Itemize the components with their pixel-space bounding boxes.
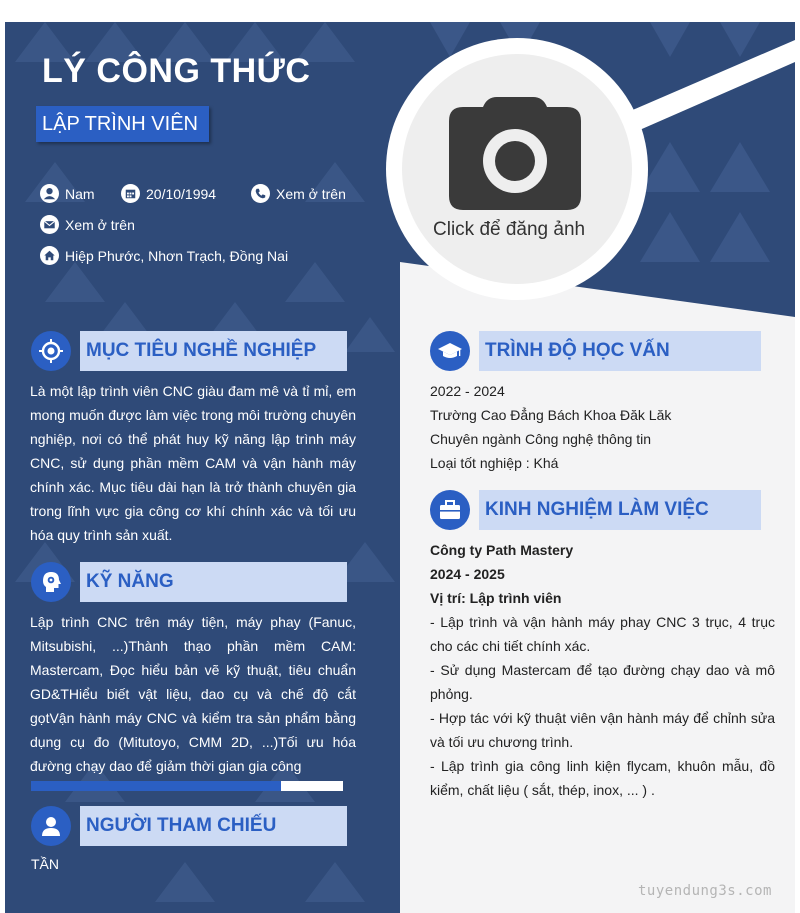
education-grade: Loại tốt nghiệp : Khá <box>430 455 559 471</box>
education-period: 2022 - 2024 <box>430 383 505 399</box>
graduation-cap-icon <box>430 331 470 371</box>
experience-item: - Sử dụng Mastercam để tạo đường chạy dao và mô phỏng. <box>430 662 775 702</box>
target-icon <box>31 331 71 371</box>
gender-value: Nam <box>65 185 95 202</box>
camera-icon <box>449 97 581 210</box>
reference-text: TẦN <box>31 856 59 872</box>
education-school: Trường Cao Đẳng Bách Khoa Đăk Lăk <box>430 407 672 423</box>
photo-upload-label[interactable]: Click để đăng ảnh <box>433 219 586 240</box>
objective-header <box>80 331 347 371</box>
experience-header <box>479 490 761 530</box>
experience-item: - Lập trình gia công linh kiện flycam, khuôn mẫu, đồ kiểm, chất liệu ( sắt, thép, inox, ... ) . <box>430 758 775 798</box>
briefcase-icon <box>430 490 470 530</box>
experience-details <box>430 538 775 802</box>
reference-title: NGƯỜI THAM CHIẾU <box>86 815 277 836</box>
info-birthday <box>121 184 216 203</box>
skill-level-fill <box>31 781 281 791</box>
experience-company: Công ty Path Mastery <box>430 542 574 558</box>
experience-period: 2024 - 2025 <box>430 566 505 582</box>
home-icon <box>40 246 59 265</box>
education-details <box>430 379 775 475</box>
education-header <box>479 331 761 371</box>
reference-header <box>80 806 347 846</box>
brain-gear-icon <box>31 562 71 602</box>
experience-position: Vị trí: Lập trình viên <box>430 590 562 606</box>
calendar-icon <box>121 184 140 203</box>
envelope-icon <box>40 215 59 234</box>
role-title: LẬP TRÌNH VIÊN <box>42 113 198 135</box>
candidate-name: LÝ CÔNG THỨC <box>42 52 311 90</box>
info-address <box>40 246 288 265</box>
objective-text: Là một lập trình viên CNC giàu đam mê và tỉ mỉ, em mong muốn được làm việc trong môi trường chuyên nghiệp, nơi có thể phát huy kỹ năng lập trình máy CNC, sử dụng phần mềm CAM và vận hành máy chính xác. Mục tiêu dài hạn là trở thành chuyên gia trong lĩnh vực gia công cơ khí chính xác và tối ưu hóa quy trình sản xuất. <box>30 383 356 543</box>
experience-item: - Lập trình và vận hành máy phay CNC 3 trục, 4 trục cho các chi tiết chính xác. <box>430 614 775 654</box>
email-value: Xem ở trên <box>65 216 135 233</box>
info-email <box>40 215 135 234</box>
user-icon <box>40 184 59 203</box>
address-value: Hiệp Phước, Nhơn Trạch, Đồng Nai <box>65 247 289 264</box>
experience-item: - Hợp tác với kỹ thuật viên vận hành máy để chỉnh sửa và tối ưu chương trình. <box>430 710 775 750</box>
person-icon <box>31 806 71 846</box>
info-phone <box>251 184 346 203</box>
role-badge <box>36 106 209 142</box>
education-title: TRÌNH ĐỘ HỌC VẤN <box>485 340 670 361</box>
education-major: Chuyên ngành Công nghệ thông tin <box>430 431 652 447</box>
watermark: tuyendung3s.com <box>638 883 772 899</box>
objective-title: MỤC TIÊU NGHỀ NGHIỆP <box>86 340 317 361</box>
birthday-value: 20/10/1994 <box>146 185 217 202</box>
experience-title: KINH NGHIỆM LÀM VIỆC <box>485 499 709 520</box>
skills-header <box>80 562 347 602</box>
skills-title: KỸ NĂNG <box>86 571 174 592</box>
skills-text: Lập trình CNC trên máy tiện, máy phay (Fanuc, Mitsubishi, ...)Thành thạo phần mềm CAM: Mastercam, Đọc hiểu bản vẽ kỹ thuật, tiêu chuẩn GD&THiểu biết vật liệu, dao cụ và chế độ cắt gọtVận hành máy CNC và kiểm tra sản phẩm bằng dụng cụ đo (Mitutoyo, CMM 2D, ...)Tối ưu hóa đường chạy dao để giảm thời gian gia công <box>30 614 356 774</box>
phone-value: Xem ở trên <box>276 185 346 202</box>
info-gender <box>40 184 95 203</box>
phone-icon <box>251 184 270 203</box>
